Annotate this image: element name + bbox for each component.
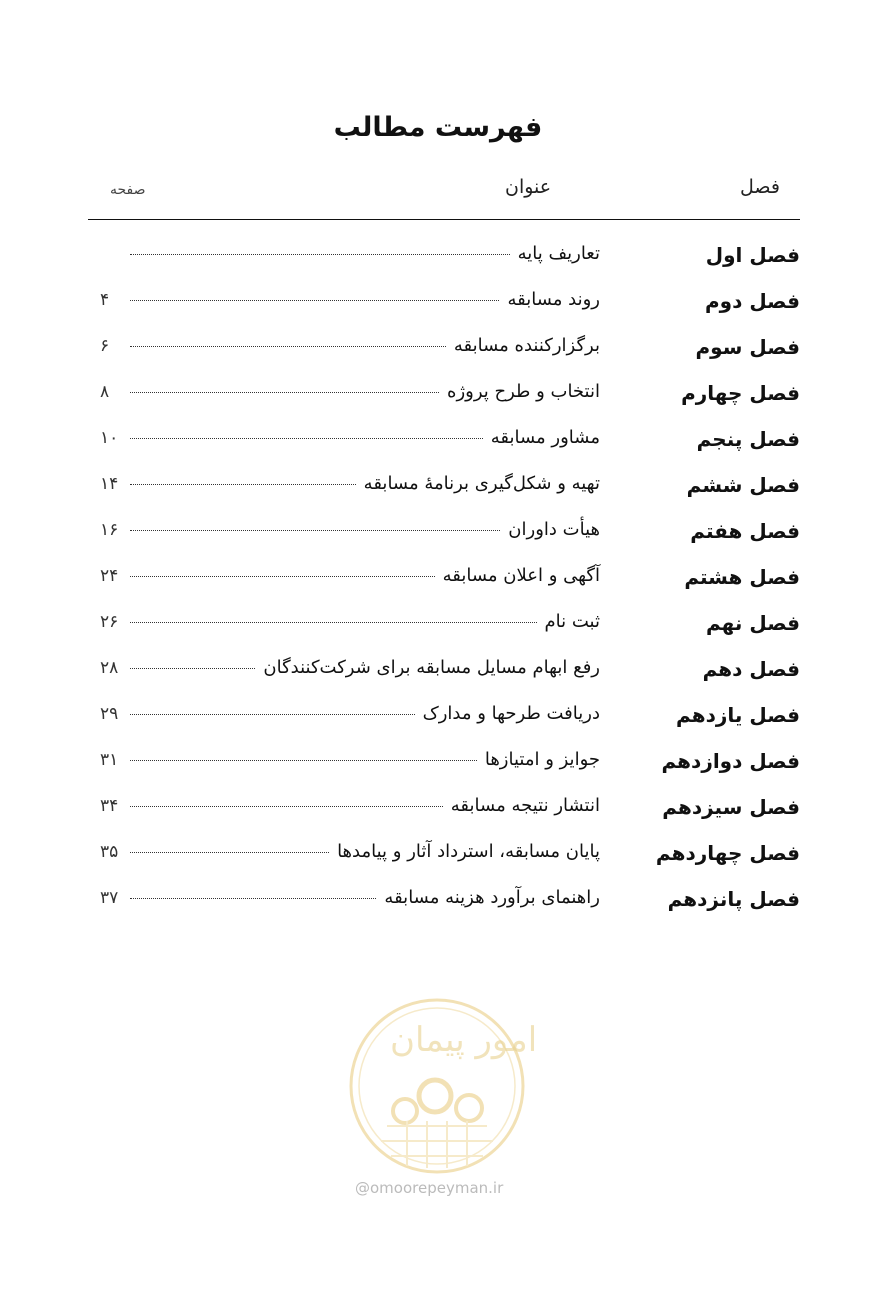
toc-page: ۳۴: [100, 796, 119, 816]
toc-title: روند مسابقه: [507, 289, 600, 310]
table-of-contents: [100, 243, 800, 933]
toc-row: [100, 795, 800, 841]
toc-chapter: فصل پنجم: [696, 427, 800, 451]
toc-chapter: فصل هفتم: [690, 519, 800, 543]
column-header-page: صفحه: [110, 182, 146, 198]
leader-dots: [130, 714, 415, 715]
header-divider: [88, 219, 800, 220]
toc-page: ۱۰: [100, 428, 119, 448]
column-header-chapter: فصل: [740, 176, 780, 198]
toc-row: [100, 841, 800, 887]
toc-row: [100, 703, 800, 749]
toc-page: ۳۵: [100, 842, 119, 862]
toc-row: [100, 381, 800, 427]
toc-page: ۳۱: [100, 750, 119, 770]
toc-row: [100, 335, 800, 381]
leader-dots: [130, 668, 255, 669]
leader-dots: [130, 392, 439, 393]
toc-row: [100, 427, 800, 473]
toc-chapter: فصل دوازدهم: [661, 749, 800, 773]
toc-title: آگهی و اعلان مسابقه: [442, 565, 600, 586]
toc-page: ۱۶: [100, 520, 119, 540]
toc-chapter: فصل نهم: [705, 611, 800, 635]
leader-dots: [130, 852, 329, 853]
toc-page: ۶: [100, 336, 110, 356]
toc-title: برگزارکننده مسابقه: [453, 335, 600, 356]
toc-title: تهیه و شکل‌گیری برنامهٔ مسابقه: [363, 473, 600, 494]
toc-chapter: فصل دوم: [705, 289, 800, 313]
toc-row: [100, 565, 800, 611]
leader-dots: [130, 484, 356, 485]
leader-dots: [130, 806, 443, 807]
toc-page: ۲۶: [100, 612, 119, 632]
toc-page: ۲۸: [100, 658, 119, 678]
leader-dots: [130, 576, 435, 577]
toc-row: [100, 519, 800, 565]
leader-dots: [130, 530, 500, 531]
leader-dots: [130, 622, 537, 623]
toc-title: تعاریف پایه: [517, 243, 600, 264]
toc-page: ۲۴: [100, 566, 119, 586]
toc-chapter: فصل یازدهم: [676, 703, 800, 727]
toc-chapter: فصل دهم: [702, 657, 800, 681]
toc-page: ۴: [100, 290, 110, 310]
watermark-script: امور پیمان: [390, 1020, 538, 1060]
toc-title: دریافت طرحها و مدارک: [422, 703, 600, 724]
toc-chapter: فصل هشتم: [684, 565, 800, 589]
toc-title: راهنمای برآورد هزینه مسابقه: [384, 887, 600, 908]
leader-dots: [130, 346, 446, 347]
toc-page: ۸: [100, 382, 110, 402]
toc-chapter: فصل ششم: [686, 473, 800, 497]
toc-row: [100, 887, 800, 933]
toc-title: پایان مسابقه، استرداد آثار و پیامدها: [337, 841, 600, 862]
toc-chapter: فصل پانزدهم: [667, 887, 800, 911]
toc-chapter: فصل اول: [705, 243, 800, 267]
toc-title: رفع ابهام مسایل مسابقه برای شرکت‌کنندگان: [263, 657, 600, 678]
leader-dots: [130, 300, 499, 301]
toc-row: [100, 749, 800, 795]
toc-row: [100, 611, 800, 657]
toc-row: [100, 657, 800, 703]
toc-title: هیأت داوران: [508, 519, 600, 540]
toc-chapter: فصل چهاردهم: [655, 841, 800, 865]
toc-title: جوایز و امتیازها: [484, 749, 600, 770]
toc-title: انتخاب و طرح پروژه: [447, 381, 600, 402]
toc-chapter: فصل چهارم: [681, 381, 800, 405]
toc-page: ۱۴: [100, 474, 119, 494]
watermark-url: @omoorepeyman.ir: [355, 1179, 504, 1197]
toc-chapter: فصل سیزدهم: [662, 795, 800, 819]
toc-row: [100, 473, 800, 519]
toc-title: ثبت نام: [544, 611, 600, 632]
toc-chapter: فصل سوم: [695, 335, 800, 359]
toc-title: انتشار نتیجه مسابقه: [450, 795, 600, 816]
toc-row: [100, 289, 800, 335]
page-title: فهرست مطالب: [333, 112, 543, 143]
toc-page: ۲۹: [100, 704, 119, 724]
leader-dots: [130, 438, 483, 439]
toc-page: ۳۷: [100, 888, 119, 908]
leader-dots: [130, 760, 477, 761]
toc-row: [100, 243, 800, 289]
column-header-title: عنوان: [505, 176, 552, 198]
leader-dots: [130, 254, 510, 255]
leader-dots: [130, 898, 376, 899]
toc-title: مشاور مسابقه: [490, 427, 600, 448]
